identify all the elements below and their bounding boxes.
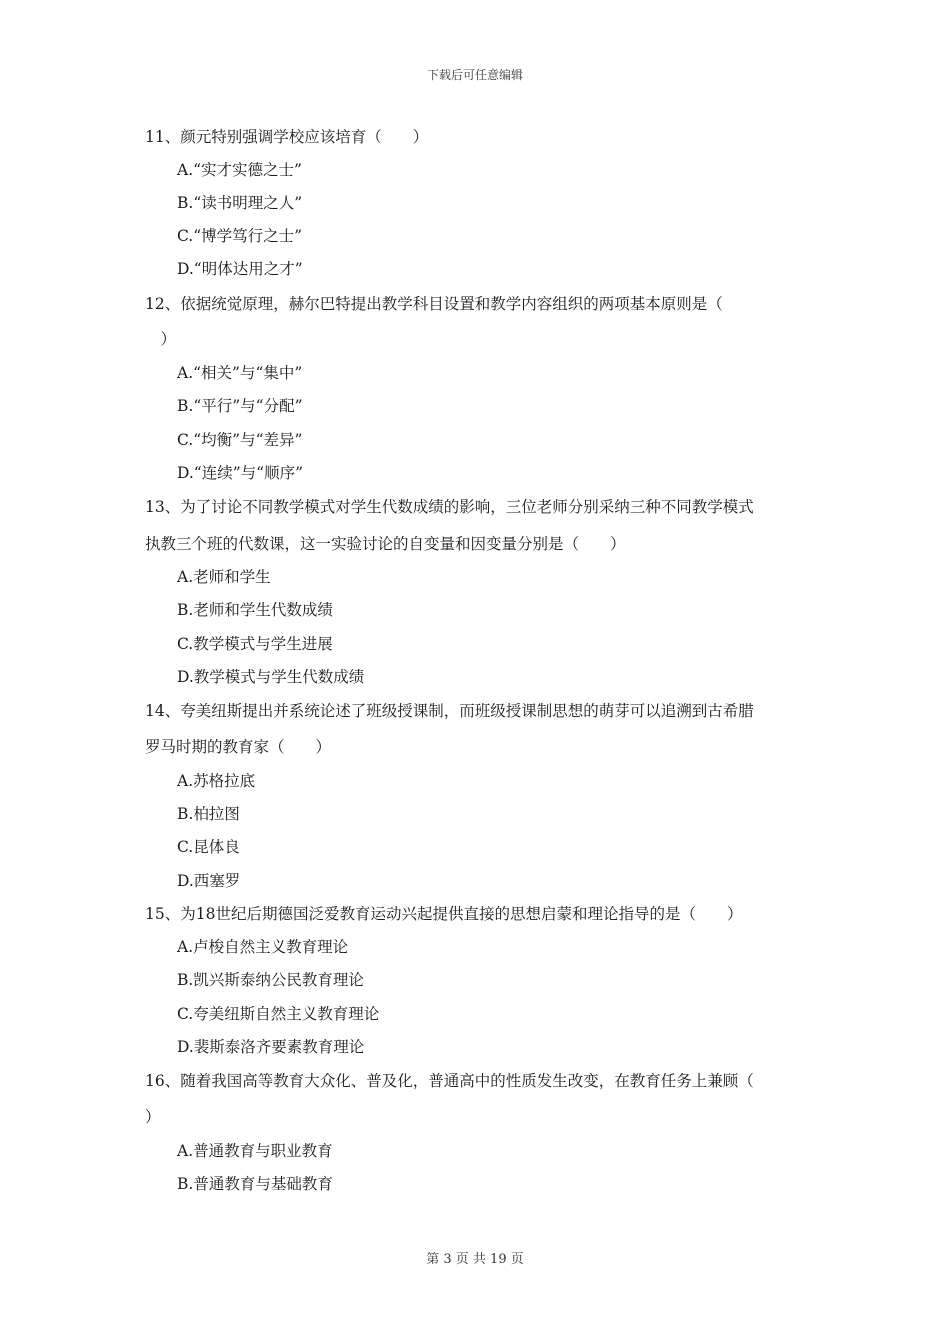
- question-14-option-a: A.苏格拉底: [177, 772, 256, 790]
- question-16-option-b: B.普通教育与基础教育: [177, 1175, 333, 1193]
- question-13-option-d: D.教学模式与学生代数成绩: [177, 668, 365, 686]
- question-15-option-d: D.裴斯泰洛齐要素教育理论: [177, 1038, 365, 1056]
- question-16-text: 16、随着我国高等教育大众化、普及化，普通高中的性质发生改变，在教育任务上兼顾（: [145, 1072, 754, 1090]
- question-12-option-c: C.“均衡”与“差异”: [177, 431, 303, 449]
- question-11-option-b: B.“读书明理之人”: [177, 194, 303, 212]
- question-16-option-a: A.普通教育与职业教育: [177, 1142, 333, 1160]
- question-11-text: 11、颜元特别强调学校应该培育（ ）: [145, 128, 429, 146]
- question-15-option-a: A.卢梭自然主义教育理论: [177, 938, 349, 956]
- question-12-option-b: B.“平行”与“分配”: [177, 397, 303, 415]
- question-14-option-c: C.昆体良: [177, 838, 240, 856]
- page-header: 下载后可任意编辑: [426, 68, 523, 82]
- question-12-option-d: D.“连续”与“顺序”: [177, 464, 303, 482]
- question-11-option-d: D.“明体达用之才”: [177, 260, 303, 278]
- question-14-text: 14、夸美纽斯提出并系统论述了班级授课制，而班级授课制思想的萌芽可以追溯到古希腊: [145, 702, 754, 720]
- question-11-option-c: C.“博学笃行之士”: [177, 227, 303, 245]
- question-14-option-b: B.柏拉图: [177, 805, 240, 823]
- question-11-option-a: A.“实才实德之士”: [177, 161, 302, 179]
- question-13-option-a: A.老师和学生: [177, 568, 271, 586]
- question-15-option-b: B.凯兴斯泰纳公民教育理论: [177, 971, 364, 989]
- question-13-text-cont: 执教三个班的代数课，这一实验讨论的自变量和因变量分别是（ ）: [145, 535, 626, 553]
- question-15-text: 15、为18世纪后期德国泛爱教育运动兴起提供直接的思想启蒙和理论指导的是（ ）: [145, 905, 743, 923]
- question-13-option-c: C.教学模式与学生进展: [177, 635, 333, 653]
- question-14-option-d: D.西塞罗: [177, 872, 241, 890]
- question-12-text-cont: ）: [145, 330, 177, 348]
- page-footer: 第 3 页 共 19 页: [426, 1252, 524, 1267]
- question-16-text-cont: ）: [145, 1108, 161, 1126]
- question-12-text: 12、依据统觉原理，赫尔巴特提出教学科目设置和教学内容组织的两项基本原则是（: [145, 295, 723, 313]
- question-12-option-a: A.“相关”与“集中”: [177, 364, 303, 382]
- question-15-option-c: C.夸美纽斯自然主义教育理论: [177, 1005, 380, 1023]
- question-13-text: 13、为了讨论不同教学模式对学生代数成绩的影响，三位老师分别采纳三种不同教学模式: [145, 498, 754, 516]
- question-14-text-cont: 罗马时期的教育家（ ）: [145, 738, 332, 756]
- question-13-option-b: B.老师和学生代数成绩: [177, 601, 333, 619]
